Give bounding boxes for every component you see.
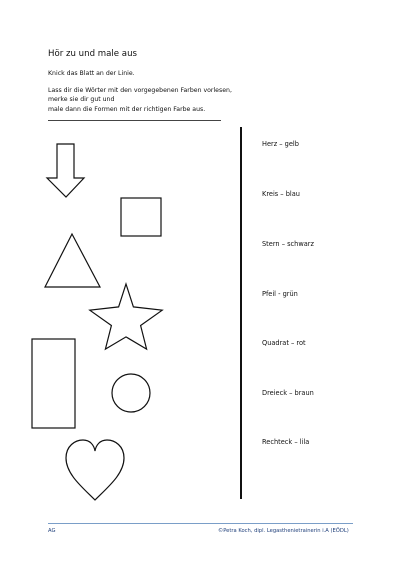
instruction-paint: male dann die Formen mit der richtigen Farbe aus. — [48, 106, 206, 113]
rectangle-icon — [32, 339, 75, 428]
footer-rule — [48, 523, 353, 524]
square-icon — [121, 198, 161, 236]
instruction-listen: Lass dir die Wörter mit den vorgegebenen Farben vorlesen, — [48, 87, 232, 94]
color-word-circle: Kreis – blau — [262, 190, 300, 198]
color-word-arrow: Pfeil - grün — [262, 290, 298, 298]
color-word-triangle: Dreieck – braun — [262, 389, 314, 397]
triangle-icon — [45, 234, 100, 287]
footer-copyright: ©Petra Koch, dipl. Legasthenietrainerin i.A (EÖDL) — [218, 528, 349, 534]
fold-line — [240, 127, 242, 499]
instruction-fold: Knick das Blatt an der Linie. — [48, 70, 135, 77]
page-title: Hör zu und male aus — [48, 49, 137, 59]
instruction-remember: merke sie dir gut und — [48, 96, 115, 103]
color-word-heart: Herz – gelb — [262, 140, 299, 148]
footer-initials: AG — [48, 528, 56, 534]
circle-icon — [112, 374, 150, 412]
star-icon — [90, 284, 162, 349]
arrow-down-icon — [47, 144, 84, 197]
color-word-square: Quadrat – rot — [262, 339, 306, 347]
color-word-rectangle: Rechteck – lila — [262, 438, 310, 446]
color-word-star: Stern – schwarz — [262, 240, 314, 248]
heart-icon — [66, 440, 124, 500]
